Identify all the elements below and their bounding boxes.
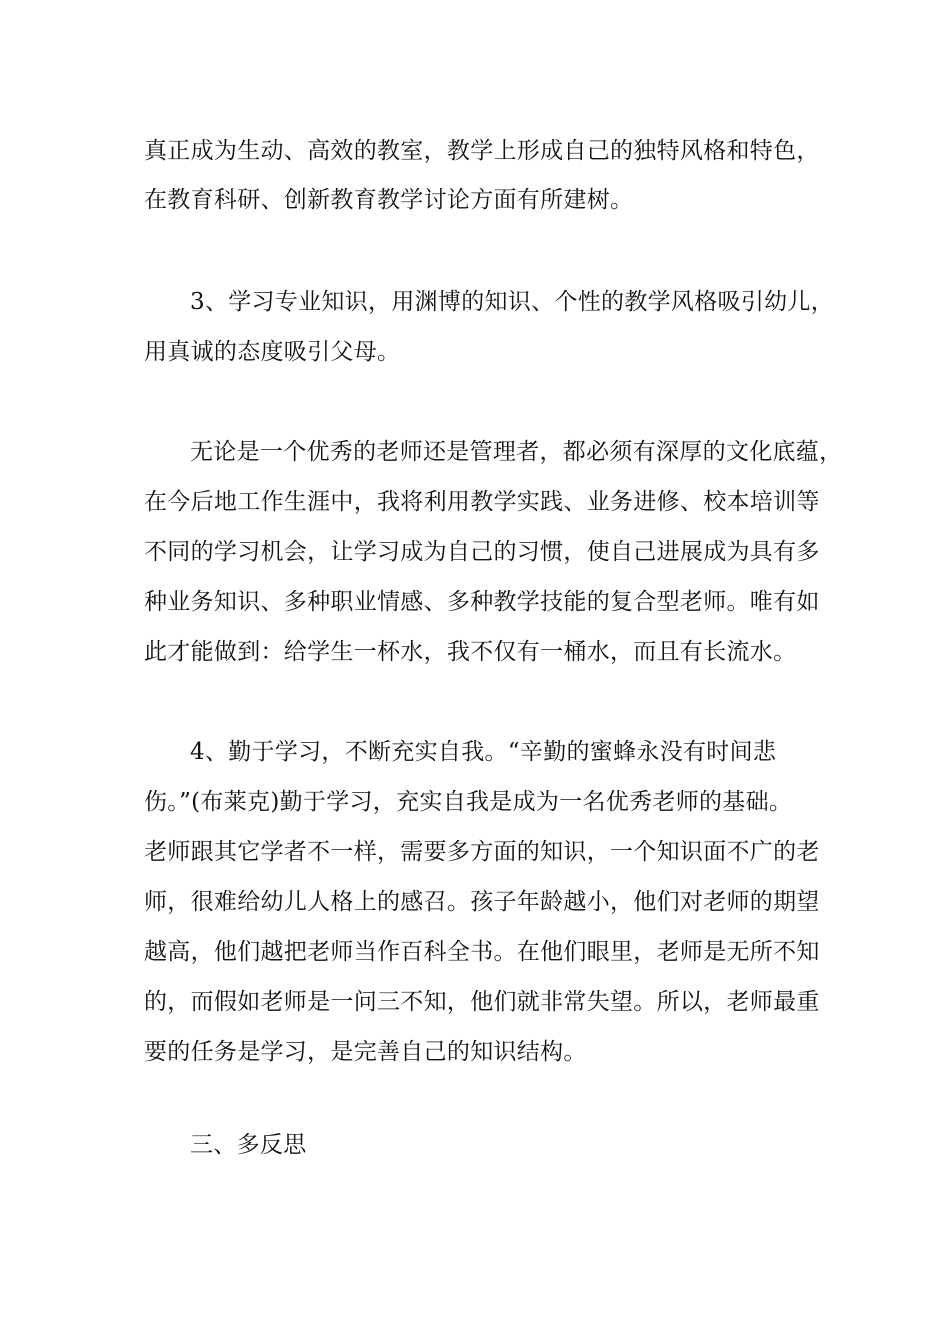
text-line: 此才能做到：给学生一杯水，我不仅有一桶水，而且有长流水。 <box>144 639 797 665</box>
text-line: 真正成为生动、高效的教室，教学上形成自己的独特风格和特色， <box>144 138 820 164</box>
text-line: 师，很难给幼儿人格上的感召。孩子年龄越小，他们对老师的期望 <box>144 889 820 915</box>
text-line: 种业务知识、多种职业情感、多种教学技能的复合型老师。唯有如 <box>144 589 820 615</box>
text-line: 3、学习专业知识，用渊博的知识、个性的教学风格吸引幼儿， <box>190 289 835 315</box>
text-line: 用真诚的态度吸引父母。 <box>144 339 401 365</box>
text-line: 老师跟其它学者不一样，需要多方面的知识，一个知识面不广的老 <box>144 839 820 865</box>
text-line: 在教育科研、创新教育教学讨论方面有所建树。 <box>144 187 634 213</box>
text-line: 伤。”(布莱克)勤于学习，充实自我是成为一名优秀老师的基础。 <box>144 789 793 815</box>
section-heading: 三、多反思 <box>190 1132 307 1158</box>
text-line: 4、勤于学习，不断充实自我。“辛勤的蜜蜂永没有时间悲 <box>190 739 777 765</box>
text-line: 要的任务是学习，是完善自己的知识结构。 <box>144 1039 587 1065</box>
text-line: 在今后地工作生涯中，我将利用教学实践、业务进修、校本培训等 <box>144 489 820 515</box>
text-line: 无论是一个优秀的老师还是管理者，都必须有深厚的文化底蕴， <box>190 439 843 465</box>
text-line: 不同的学习机会，让学习成为自己的习惯，使自己进展成为具有多 <box>144 539 820 565</box>
text-line: 越高，他们越把老师当作百科全书。在他们眼里，老师是无所不知 <box>144 939 820 965</box>
text-line: 的，而假如老师是一问三不知，他们就非常失望。所以，老师最重 <box>144 989 820 1015</box>
